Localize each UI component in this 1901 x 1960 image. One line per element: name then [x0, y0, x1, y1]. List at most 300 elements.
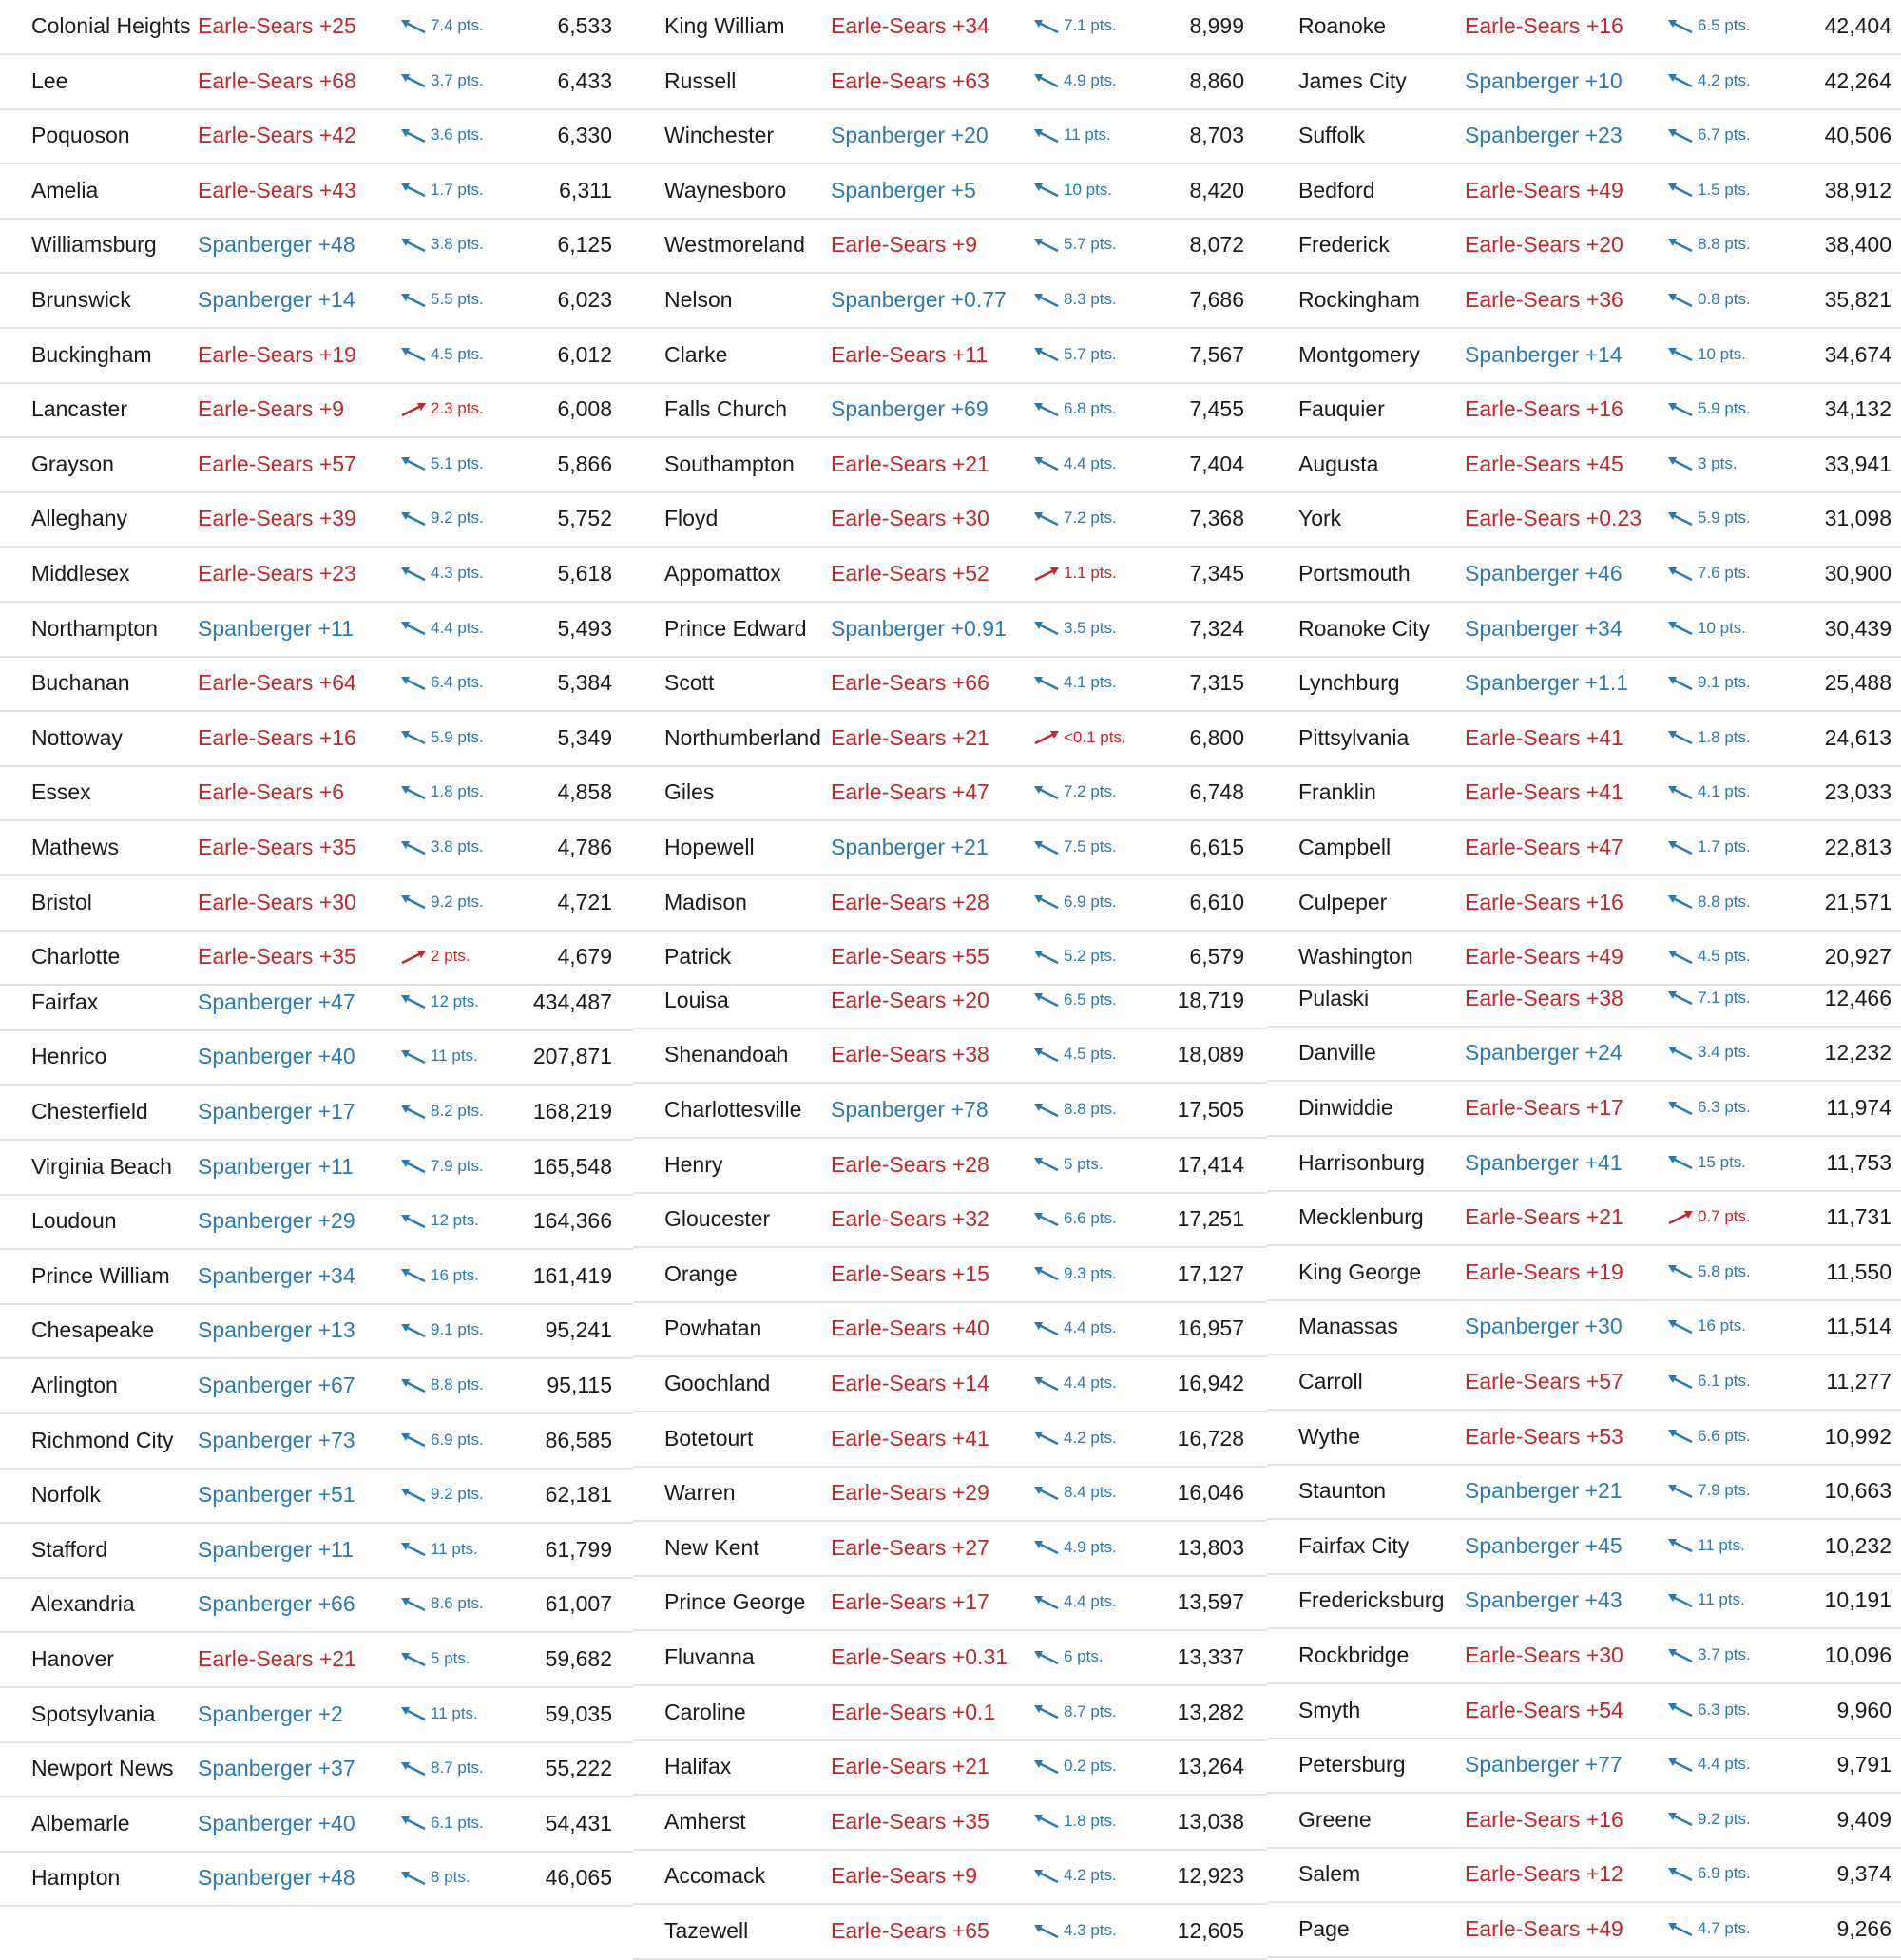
shift-label: 3.7 pts.: [1698, 1645, 1751, 1663]
shift-label: 12 pts.: [431, 991, 480, 1010]
votes-value: 5,384: [557, 670, 612, 696]
county-name: Lynchburg: [1298, 670, 1400, 696]
shift-value: [1666, 1191, 1751, 1242]
county-name: Fredericksburg: [1298, 1587, 1445, 1613]
margin-value: Earle-Sears +0.23: [1465, 506, 1642, 531]
votes-value: 38,400: [1824, 232, 1891, 258]
shift-value: [1666, 1246, 1751, 1297]
votes-value: 24,613: [1824, 724, 1891, 750]
votes-value: 31,098: [1824, 506, 1891, 531]
table-row: [0, 219, 633, 274]
county-name: Essex: [31, 779, 91, 805]
table-row: [1267, 1629, 1901, 1684]
shift-left-arrow-icon: [1666, 293, 1695, 308]
votes-value: 6,533: [557, 13, 612, 38]
shift-left-arrow-icon: [1666, 128, 1695, 144]
table-row: [1267, 0, 1901, 55]
margin-value: Earle-Sears +35: [831, 1808, 989, 1834]
margin-value: Earle-Sears +23: [198, 561, 356, 586]
votes-value: 5,752: [557, 506, 612, 531]
county-name: Amelia: [31, 177, 99, 202]
votes-value: 20,927: [1824, 944, 1891, 970]
shift-value: [1666, 1411, 1751, 1462]
table-row: [633, 1686, 1267, 1741]
margin-value: Earle-Sears +39: [198, 506, 356, 531]
shift-left-arrow-icon: [1666, 73, 1695, 88]
margin-value: Earle-Sears +27: [831, 1534, 989, 1560]
table-row: [633, 1139, 1267, 1194]
county-name: Orange: [664, 1260, 738, 1286]
margin-value: Earle-Sears +16: [1465, 889, 1623, 914]
table-row: [0, 1304, 633, 1359]
shift-left-arrow-icon: [1032, 128, 1061, 144]
table-row: [0, 821, 633, 876]
shift-left-arrow-icon: [1666, 19, 1695, 34]
county-name: Bedford: [1298, 177, 1375, 202]
margin-value: Earle-Sears +40: [831, 1316, 989, 1341]
margin-value: Spanberger +73: [198, 1427, 355, 1452]
table-row: [0, 438, 633, 493]
table-row: [0, 1195, 633, 1250]
shift-value: [1666, 55, 1751, 106]
margin-value: Spanberger +45: [1465, 1532, 1623, 1558]
shift-left-arrow-icon: [1666, 1702, 1695, 1718]
table-row: [0, 1086, 633, 1141]
shift-value: [1666, 492, 1751, 544]
margin-value: Earle-Sears +43: [198, 177, 356, 202]
county-name: Spotsylvania: [31, 1701, 156, 1726]
table-row: [0, 1633, 633, 1688]
county-name: Hanover: [31, 1646, 114, 1671]
county-name: Chesterfield: [31, 1099, 148, 1124]
votes-value: 7,404: [1189, 451, 1244, 476]
table-row: [633, 164, 1267, 220]
county-name: Smyth: [1298, 1697, 1361, 1722]
shift-left-arrow-icon: [399, 347, 428, 362]
votes-value: 5,349: [557, 724, 612, 750]
table-row: [633, 492, 1267, 548]
county-name: Richmond City: [31, 1427, 174, 1452]
county-name: Southampton: [664, 451, 795, 476]
county-name: Bristol: [31, 889, 92, 914]
shift-label: 11 pts.: [431, 1703, 478, 1722]
county-name: James City: [1298, 67, 1407, 93]
shift-value: [1666, 1137, 1746, 1188]
margin-value: Spanberger +40: [198, 1810, 355, 1835]
shift-left-arrow-icon: [1032, 1704, 1061, 1720]
table-row: [633, 548, 1267, 603]
table-row: [0, 109, 633, 164]
shift-label: 7.2 pts.: [1064, 509, 1117, 528]
table-row: [1267, 1520, 1901, 1575]
shift-label: 11 pts.: [1698, 1590, 1745, 1609]
votes-value: 6,610: [1189, 889, 1244, 914]
county-name: Page: [1298, 1916, 1350, 1941]
shift-left-arrow-icon: [1032, 1047, 1061, 1063]
margin-value: Earle-Sears +16: [198, 724, 356, 750]
margin-value: Earle-Sears +47: [1465, 835, 1623, 859]
shift-label: 1.1 pts.: [1064, 564, 1117, 582]
table-row: [633, 109, 1267, 164]
shift-label: 4.5 pts.: [431, 344, 484, 363]
table-row: [633, 876, 1267, 932]
table-row: [1267, 274, 1901, 329]
shift-left-arrow-icon: [1666, 567, 1695, 582]
shift-left-arrow-icon: [399, 1432, 428, 1448]
table-row: [0, 1414, 633, 1470]
table-row: [0, 657, 633, 712]
shift-value: [1666, 657, 1751, 708]
margin-value: Earle-Sears +19: [1465, 1259, 1623, 1284]
margin-value: Spanberger +0.91: [831, 615, 1007, 641]
shift-label: 11 pts.: [431, 1047, 478, 1066]
table-row: [633, 1631, 1267, 1686]
table-row: [633, 1740, 1267, 1796]
shift-left-arrow-icon: [1666, 990, 1695, 1006]
shift-left-arrow-icon: [399, 73, 428, 88]
shift-label: 1.8 pts.: [431, 782, 484, 801]
county-name: Russell: [664, 67, 737, 93]
votes-value: 22,813: [1824, 835, 1891, 859]
votes-value: 7,686: [1189, 287, 1244, 312]
shift-left-arrow-icon: [399, 1597, 428, 1612]
county-name: Warren: [664, 1480, 736, 1506]
shift-left-arrow-icon: [1032, 1540, 1061, 1555]
shift-right-arrow-icon: [399, 950, 428, 965]
margin-value: Earle-Sears +42: [198, 123, 356, 148]
table-row: [633, 974, 1267, 1029]
shift-label: 2.3 pts.: [431, 399, 484, 418]
shift-label: 10 pts.: [1698, 618, 1747, 637]
votes-value: 168,219: [532, 1099, 612, 1124]
votes-value: 18,719: [1177, 987, 1244, 1012]
table-row: [1267, 1848, 1901, 1903]
shift-left-arrow-icon: [1032, 1486, 1061, 1501]
votes-value: 207,871: [532, 1044, 612, 1069]
shift-left-arrow-icon: [1032, 785, 1061, 800]
shift-label: 8.8 pts.: [1064, 1100, 1117, 1118]
shift-label: 3.8 pts.: [431, 235, 484, 254]
county-name: Montgomery: [1298, 341, 1420, 367]
table-row: [633, 1248, 1267, 1303]
shift-label: 7.5 pts.: [1064, 837, 1117, 855]
votes-value: 40,506: [1824, 123, 1891, 148]
votes-value: 10,663: [1824, 1478, 1891, 1504]
votes-value: 9,266: [1836, 1916, 1891, 1941]
shift-label: 7.9 pts.: [1698, 1481, 1751, 1500]
county-name: Petersburg: [1298, 1752, 1406, 1777]
shift-left-arrow-icon: [399, 1159, 428, 1174]
votes-value: 7,567: [1189, 341, 1244, 367]
shift-label: 12 pts.: [431, 1211, 480, 1230]
shift-left-arrow-icon: [399, 1761, 428, 1777]
county-name: Albemarle: [31, 1810, 130, 1835]
shift-value: [1666, 1794, 1751, 1845]
votes-value: 55,222: [545, 1756, 612, 1781]
shift-label: 5 pts.: [431, 1649, 470, 1667]
county-name: Clarke: [664, 341, 728, 367]
margin-value: Earle-Sears +20: [1465, 232, 1623, 258]
margin-value: Earle-Sears +45: [1465, 451, 1623, 476]
shift-left-arrow-icon: [399, 128, 428, 144]
margin-value: Earle-Sears +30: [198, 889, 356, 914]
margin-value: Spanberger +2: [198, 1701, 343, 1726]
shift-value: [1666, 329, 1746, 380]
shift-left-arrow-icon: [1666, 1429, 1695, 1444]
votes-value: 8,420: [1189, 177, 1244, 202]
shift-label: 5.9 pts.: [1698, 399, 1751, 418]
shift-left-arrow-icon: [1666, 402, 1695, 417]
votes-value: 46,065: [545, 1865, 612, 1891]
votes-value: 11,514: [1826, 1314, 1891, 1339]
shift-left-arrow-icon: [399, 1816, 428, 1831]
table-row: [0, 712, 633, 767]
shift-value: [399, 1524, 478, 1575]
shift-label: 1.7 pts.: [1698, 837, 1751, 855]
shift-value: [1666, 1027, 1751, 1078]
margin-value: Earle-Sears +0.1: [831, 1699, 996, 1724]
county-name: Rockingham: [1298, 287, 1420, 312]
shift-label: 8 pts.: [431, 1868, 470, 1887]
votes-value: 9,374: [1836, 1861, 1891, 1887]
shift-left-arrow-icon: [1666, 1812, 1695, 1827]
shift-left-arrow-icon: [1666, 1538, 1695, 1553]
shift-left-arrow-icon: [399, 293, 428, 308]
shift-label: 6.4 pts.: [431, 673, 484, 692]
shift-value: [1032, 164, 1112, 216]
votes-value: 4,721: [557, 889, 612, 914]
shift-label: 3.7 pts.: [431, 70, 484, 89]
votes-value: 34,674: [1824, 341, 1891, 367]
county-name: Chesapeake: [31, 1317, 155, 1343]
county-name: Newport News: [31, 1756, 174, 1781]
table-row: [0, 1688, 633, 1743]
shift-left-arrow-icon: [399, 676, 428, 691]
shift-left-arrow-icon: [1666, 1101, 1695, 1116]
table-row: [1267, 55, 1901, 110]
shift-left-arrow-icon: [1032, 293, 1061, 308]
county-name: Salem: [1298, 1861, 1361, 1887]
shift-label: 6.3 pts.: [1698, 1700, 1751, 1719]
shift-left-arrow-icon: [1666, 840, 1695, 855]
votes-value: 9,960: [1836, 1697, 1891, 1722]
shift-left-arrow-icon: [1666, 894, 1695, 910]
votes-value: 4,858: [557, 779, 612, 805]
shift-label: 4.7 pts.: [1698, 1919, 1751, 1937]
votes-value: 23,033: [1824, 779, 1891, 805]
margin-value: Earle-Sears +38: [831, 1042, 989, 1067]
votes-value: 38,912: [1824, 177, 1891, 202]
shift-left-arrow-icon: [1666, 1264, 1695, 1279]
shift-label: 1.5 pts.: [1698, 180, 1751, 199]
margin-value: Spanberger +34: [198, 1262, 355, 1288]
table-row: [1267, 712, 1901, 767]
table-row: [633, 1905, 1267, 1960]
county-name: Williamsburg: [31, 232, 157, 258]
table-row: [633, 1796, 1267, 1851]
shift-left-arrow-icon: [1032, 1431, 1061, 1446]
county-name: Charlotte: [31, 944, 121, 970]
margin-value: Spanberger +11: [198, 1536, 354, 1562]
shift-left-arrow-icon: [399, 183, 428, 198]
shift-left-arrow-icon: [1666, 456, 1695, 471]
margin-value: Spanberger +47: [198, 989, 355, 1014]
votes-value: 61,007: [545, 1591, 612, 1617]
margin-value: Earle-Sears +63: [831, 67, 989, 93]
county-name: New Kent: [664, 1534, 759, 1560]
shift-label: 4.1 pts.: [1698, 782, 1751, 801]
shift-label: 3 pts.: [1698, 453, 1738, 472]
table-row: [633, 438, 1267, 493]
table-row: [633, 821, 1267, 876]
votes-value: 6,330: [557, 123, 612, 148]
margin-value: Earle-Sears +12: [1465, 1861, 1623, 1887]
shift-label: 7.6 pts.: [1698, 564, 1751, 582]
shift-label: 2 pts.: [431, 947, 470, 966]
county-name: Tazewell: [664, 1918, 749, 1943]
shift-label: 6.1 pts.: [431, 1813, 484, 1832]
shift-label: 11 pts.: [1698, 1535, 1745, 1554]
county-name: Portsmouth: [1298, 561, 1411, 586]
votes-value: 62,181: [545, 1482, 612, 1508]
table-row: [1267, 1137, 1901, 1192]
votes-value: 10,191: [1824, 1587, 1891, 1613]
table-row: [1267, 821, 1901, 876]
votes-value: 9,409: [1836, 1806, 1891, 1832]
margin-value: Earle-Sears +21: [831, 724, 989, 750]
shift-label: 3.6 pts.: [431, 125, 484, 144]
margin-value: Spanberger +34: [1465, 615, 1623, 641]
county-name: Manassas: [1298, 1314, 1398, 1339]
shift-label: 9.2 pts.: [431, 1485, 484, 1504]
table-row: [633, 219, 1267, 274]
votes-value: 42,404: [1824, 13, 1891, 38]
county-name: Pittsylvania: [1298, 724, 1410, 750]
margin-value: Spanberger +48: [198, 232, 355, 258]
shift-left-arrow-icon: [1666, 347, 1695, 362]
shift-left-arrow-icon: [1666, 950, 1695, 965]
county-name: Goochland: [664, 1371, 771, 1395]
shift-label: 1.8 pts.: [1064, 1811, 1117, 1830]
margin-value: Spanberger +24: [1465, 1040, 1623, 1066]
margin-value: Spanberger +77: [1465, 1752, 1623, 1777]
table-row: [1267, 1739, 1901, 1794]
margin-value: Earle-Sears +57: [1465, 1369, 1623, 1393]
margin-value: Earle-Sears +49: [1465, 1916, 1623, 1941]
county-name: Greene: [1298, 1806, 1372, 1832]
shift-left-arrow-icon: [1032, 183, 1061, 198]
county-name: Louisa: [664, 987, 729, 1012]
shift-right-arrow-icon: [1032, 567, 1061, 582]
table-row: [633, 712, 1267, 767]
votes-value: 17,505: [1177, 1097, 1244, 1122]
shift-label: 1.7 pts.: [431, 180, 484, 199]
county-name: Washington: [1298, 944, 1413, 970]
shift-value: [1666, 1629, 1751, 1681]
table-row: [633, 1028, 1267, 1084]
votes-value: 59,682: [545, 1646, 612, 1671]
county-name: Floyd: [664, 506, 719, 531]
shift-label: 4.2 pts.: [1064, 1428, 1117, 1447]
votes-value: 13,282: [1177, 1699, 1244, 1724]
votes-value: 95,115: [547, 1373, 612, 1397]
shift-label: 6.9 pts.: [431, 1430, 484, 1449]
votes-value: 4,786: [557, 835, 612, 859]
votes-value: 18,089: [1177, 1042, 1244, 1067]
margin-value: Earle-Sears +65: [831, 1918, 989, 1943]
margin-value: Spanberger +14: [1465, 341, 1623, 367]
table-row: [1267, 383, 1901, 438]
shift-label: 16 pts.: [1698, 1316, 1747, 1335]
shift-left-arrow-icon: [1666, 238, 1695, 253]
county-name: Roanoke: [1298, 13, 1387, 38]
votes-value: 11,277: [1826, 1369, 1891, 1393]
table-row: [633, 1412, 1267, 1468]
votes-value: 12,466: [1824, 985, 1891, 1010]
votes-value: 34,132: [1824, 396, 1891, 422]
votes-value: 16,046: [1177, 1480, 1244, 1506]
table-row: [0, 1797, 633, 1853]
votes-value: 10,096: [1824, 1643, 1891, 1667]
county-name: Nelson: [664, 287, 733, 312]
votes-value: 6,311: [559, 177, 612, 202]
county-name: Campbell: [1298, 835, 1392, 859]
shift-left-arrow-icon: [1032, 1321, 1061, 1336]
table-row: [1267, 219, 1901, 274]
margin-value: Earle-Sears +35: [198, 835, 356, 859]
shift-left-arrow-icon: [399, 994, 428, 1009]
table-row: [0, 976, 633, 1031]
margin-value: Earle-Sears +21: [831, 451, 989, 476]
county-name: Nottoway: [31, 724, 123, 750]
margin-value: Earle-Sears +21: [1465, 1204, 1623, 1230]
shift-value: [399, 976, 479, 1028]
margin-value: Earle-Sears +36: [1465, 287, 1623, 312]
shift-left-arrow-icon: [1032, 1266, 1061, 1281]
county-name: King William: [664, 13, 785, 38]
votes-value: 12,923: [1177, 1863, 1244, 1889]
shift-left-arrow-icon: [399, 19, 428, 34]
votes-value: 12,232: [1824, 1040, 1891, 1066]
margin-value: Earle-Sears +17: [1465, 1095, 1623, 1120]
votes-value: 11,753: [1826, 1149, 1891, 1175]
table-row: [1267, 329, 1901, 384]
table-row: [1267, 1903, 1901, 1958]
margin-value: Earle-Sears +9: [831, 232, 978, 258]
shift-left-arrow-icon: [1032, 1376, 1061, 1392]
votes-value: 30,900: [1824, 561, 1891, 586]
shift-right-arrow-icon: [1666, 1210, 1695, 1225]
votes-value: 6,748: [1189, 779, 1244, 805]
shift-label: 16 pts.: [431, 1265, 480, 1284]
shift-value: [1666, 1465, 1751, 1516]
shift-label: 4.3 pts.: [1064, 1921, 1117, 1939]
shift-left-arrow-icon: [1666, 511, 1695, 527]
county-name: Frederick: [1298, 232, 1390, 258]
shift-label: 5.8 pts.: [1698, 1261, 1751, 1280]
margin-value: Earle-Sears +47: [831, 779, 989, 805]
margin-value: Spanberger +14: [198, 287, 355, 312]
shift-left-arrow-icon: [1032, 1157, 1061, 1172]
shift-left-arrow-icon: [399, 785, 428, 800]
shift-label: 4.2 pts.: [1698, 70, 1751, 89]
table-row: [1267, 1082, 1901, 1137]
shift-left-arrow-icon: [1032, 1759, 1061, 1775]
shift-left-arrow-icon: [399, 840, 428, 855]
shift-label: 8.8 pts.: [1698, 892, 1751, 911]
votes-value: 13,264: [1177, 1754, 1244, 1779]
shift-left-arrow-icon: [399, 1706, 428, 1721]
